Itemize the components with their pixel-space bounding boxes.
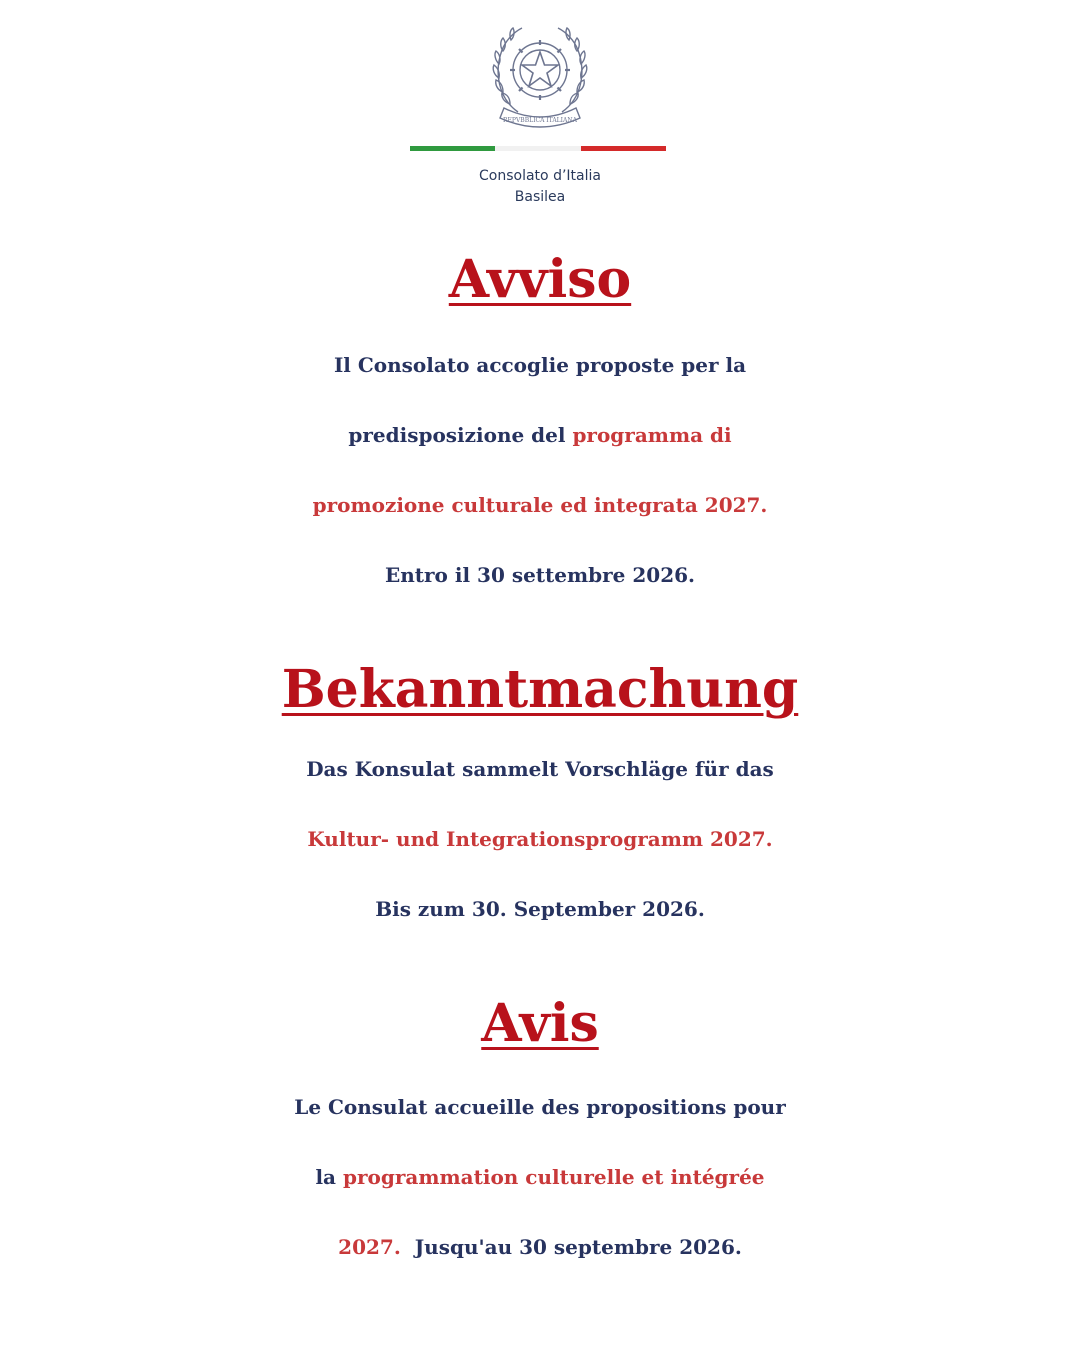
title-avis: Avis bbox=[481, 993, 599, 1054]
section-italian-body bbox=[0, 330, 1080, 610]
italian-line-1: Il Consolato accoglie proposte per la bbox=[333, 353, 747, 377]
italian-flag-stripe bbox=[410, 146, 666, 151]
french-line-2: la programmation culturelle et intégrée bbox=[315, 1165, 765, 1189]
french-highlight-2: 2027. bbox=[338, 1235, 401, 1259]
italian-highlight-1: programma di bbox=[572, 423, 732, 447]
italian-line-2: predisposizione del programma di bbox=[348, 423, 732, 447]
header bbox=[0, 0, 1080, 215]
section-french-body bbox=[0, 1072, 1080, 1282]
italian-line-3: promozione culturale ed integrata 2027. bbox=[312, 493, 768, 517]
title-avviso: Avviso bbox=[448, 249, 632, 310]
emblem-ribbon-text: REPVBBLICA ITALIANA bbox=[503, 117, 577, 124]
section-german bbox=[0, 658, 1080, 722]
emblem-of-italy-icon bbox=[488, 14, 592, 132]
section-german-body bbox=[0, 734, 1080, 944]
german-line-1: Das Konsulat sammelt Vorschläge für das bbox=[306, 757, 774, 781]
italian-line-4: Entro il 30 settembre 2026. bbox=[385, 563, 695, 587]
german-line-3: Bis zum 30. September 2026. bbox=[375, 897, 705, 921]
french-highlight-1: programmation culturelle et intégrée bbox=[342, 1165, 765, 1189]
french-line-1: Le Consulat accueille des propositions pour bbox=[294, 1095, 786, 1119]
title-bekanntmachung: Bekanntmachung bbox=[281, 659, 799, 720]
german-line-2: Kultur- und Integrationsprogramm 2027. bbox=[307, 827, 773, 851]
consulate-city: Basilea bbox=[514, 189, 566, 205]
french-line-3: 2027. Jusqu'au 30 septembre 2026. bbox=[338, 1235, 742, 1259]
section-french bbox=[0, 992, 1080, 1056]
consulate-name: Consolato d’Italia bbox=[479, 168, 601, 184]
section-italian bbox=[0, 248, 1080, 312]
